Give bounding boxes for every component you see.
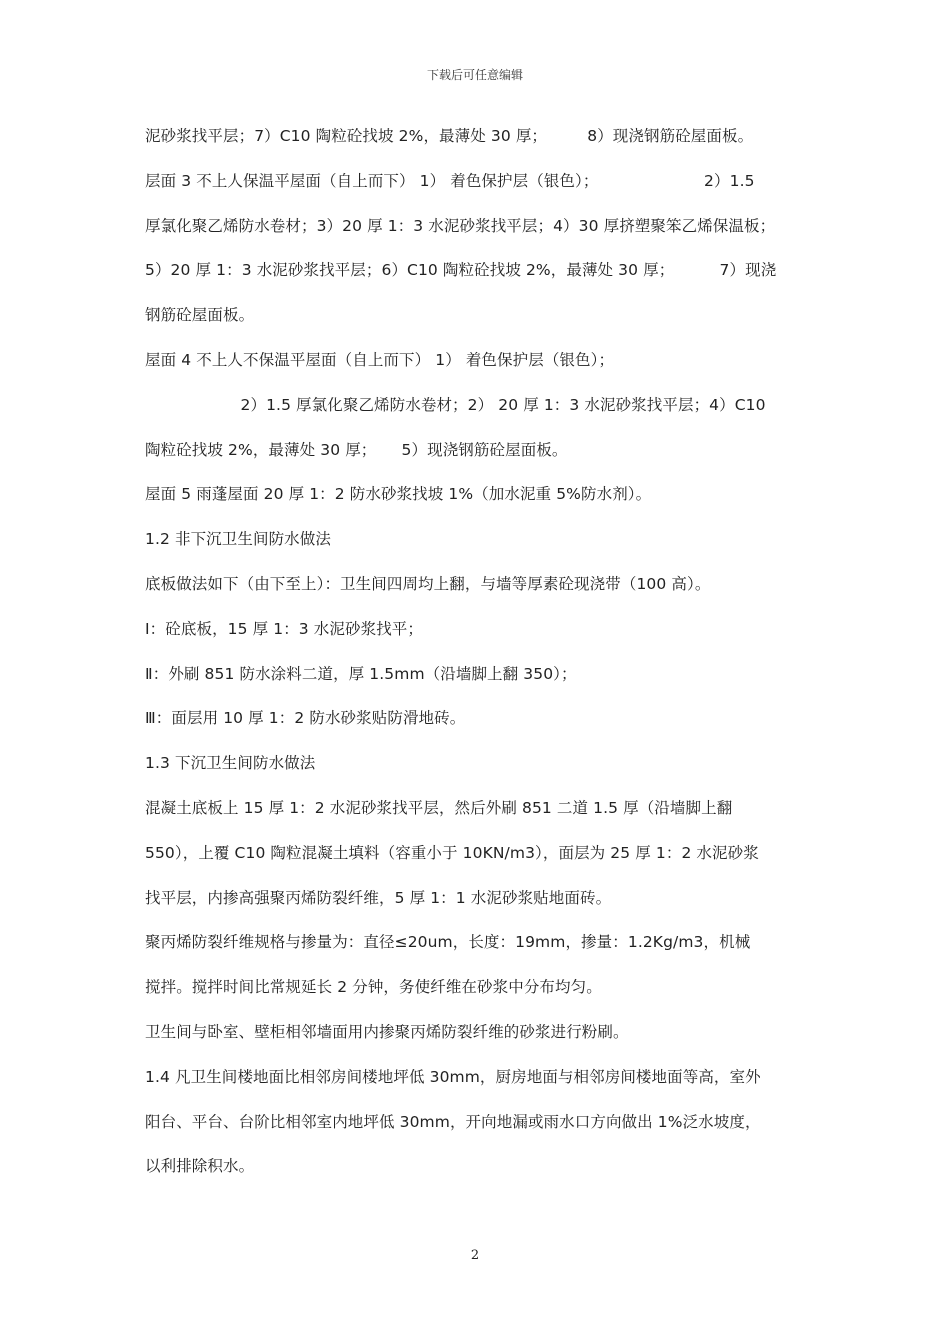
text-line: 层面 3 不上人保温平屋面（自上而下） 1） 着色保护层（银色）； 2）1.5 xyxy=(145,171,755,190)
text-line: 底板做法如下（由下至上）：卫生间四周均上翻，与墙等厚素砼现浇带（100 高）。 xyxy=(145,574,711,593)
list-item: Ⅰ：砼底板，15 厚 1：3 水泥砂浆找平； xyxy=(145,619,423,638)
list-item: Ⅱ：外刷 851 防水涂料二道，厚 1.5mm（沿墙脚上翻 350）； xyxy=(145,664,577,683)
section-heading: 1.2 非下沉卫生间防水做法 xyxy=(145,530,331,549)
text-line: 屋面 5 雨蓬屋面 20 厚 1：2 防水砂浆找坡 1%（加水泥重 5%防水剂）。 xyxy=(145,485,652,504)
text-line: 混凝土底板上 15 厚 1：2 水泥砂浆找平层，然后外刷 851 二道 1.5 厚（沿墙脚上翻 xyxy=(145,798,733,817)
section-heading: 1.4 凡卫生间楼地面比相邻房间楼地坪低 30mm，厨房地面与相邻房间楼地面等高，室外 xyxy=(145,1067,761,1086)
text-line: 卫生间与卧室、壁柜相邻墙面用内掺聚丙烯防裂纤维的砂浆进行粉刷。 xyxy=(145,1022,629,1041)
text-line: 钢筋砼屋面板。 xyxy=(145,306,255,325)
document-body xyxy=(145,122,813,1197)
text-line: 5）20 厚 1：3 水泥砂浆找平层；6）C10 陶粒砼找坡 2%，最薄处 30 厚； 7）现浇 xyxy=(145,261,777,280)
text-line: 550），上覆 C10 陶粒混凝土填料（容重小于 10KN/m3），面层为 25 厚 1：2 水泥砂浆 xyxy=(145,843,759,862)
text-line: 以利排除积水。 xyxy=(145,1157,255,1176)
text-line: 找平层，内掺高强聚丙烯防裂纤维，5 厚 1：1 水泥砂浆贴地面砖。 xyxy=(145,888,612,907)
text-line: 陶粒砼找坡 2%，最薄处 30 厚； 5）现浇钢筋砼屋面板。 xyxy=(145,440,568,459)
page-number: 2 xyxy=(470,1248,480,1263)
text-line: 搅拌。搅拌时间比常规延长 2 分钟，务使纤维在砂浆中分布均匀。 xyxy=(145,978,602,997)
text-line: 阳台、平台、台阶比相邻室内地坪低 30mm，开向地漏或雨水口方向做出 1%泛水坡度， xyxy=(145,1112,761,1131)
page-header: 下载后可任意编辑 xyxy=(426,68,523,82)
text-line: 2）1.5 厚氯化聚乙烯防水卷材；2） 20 厚 1：3 水泥砂浆找平层；4）C10 xyxy=(145,395,766,414)
section-heading: 1.3 下沉卫生间防水做法 xyxy=(145,754,316,773)
text-line: 泥砂浆找平层；7）C10 陶粒砼找坡 2%，最薄处 30 厚； 8）现浇钢筋砼屋面板。 xyxy=(145,127,754,145)
text-line: 厚氯化聚乙烯防水卷材；3）20 厚 1：3 水泥砂浆找平层；4）30 厚挤塑聚笨乙烯保温板； xyxy=(145,216,776,235)
text-line: 聚丙烯防裂纤维规格与掺量为：直径≤20um，长度：19mm，掺量：1.2Kg/m3，机械 xyxy=(145,933,751,952)
text-line: 屋面 4 不上人不保温平屋面（自上而下） 1） 着色保护层（银色）； xyxy=(145,350,615,369)
list-item: Ⅲ：面层用 10 厚 1：2 防水砂浆贴防滑地砖。 xyxy=(145,709,466,728)
